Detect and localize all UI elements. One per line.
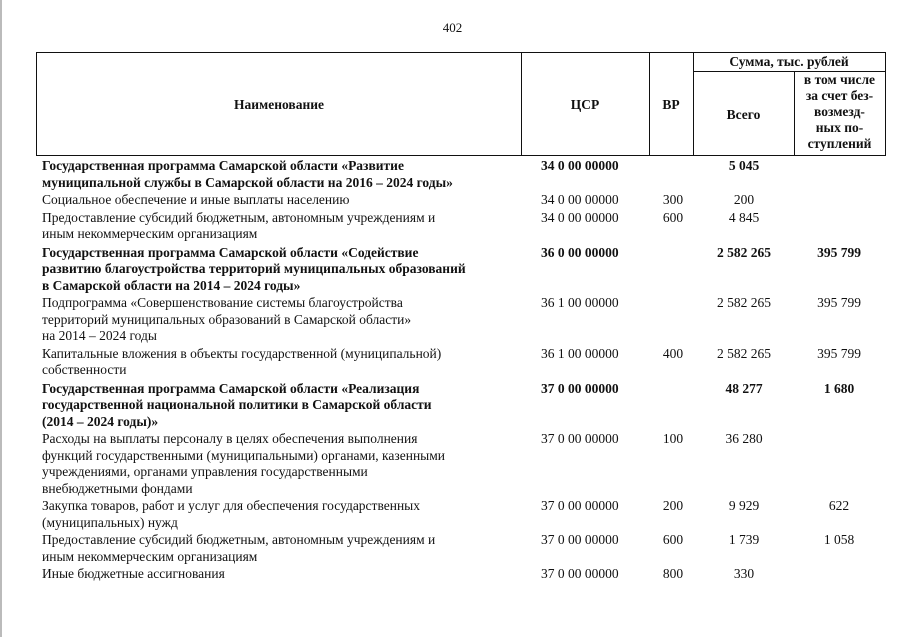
table-row <box>42 346 882 381</box>
row-name-line: Предоставление субсидий бюджетным, автономным учреждениям и <box>42 532 436 547</box>
row-vr: 600 <box>662 209 684 225</box>
row-free: 622 <box>828 498 850 513</box>
table-row <box>42 210 882 245</box>
row-name-line: (2014 – 2024 годы)» <box>42 413 159 429</box>
row-name-line: Подпрограмма «Совершенствование системы благоустройства <box>42 295 403 310</box>
scan-edge <box>0 0 2 637</box>
row-name-line: в Самарской области на 2014 – 2024 годы» <box>42 277 301 293</box>
row-vr: 800 <box>662 566 684 581</box>
row-csr: 36 1 00 00000 <box>541 295 619 310</box>
row-name-line: иным некоммерческим организациям <box>42 226 258 241</box>
row-name-line: учреждениями, органами управления государственными <box>42 464 368 479</box>
row-name-line: Государственная программа Самарской области «Содействие <box>42 244 419 260</box>
row-vr: 600 <box>662 532 684 547</box>
row-name <box>42 566 522 583</box>
row-free: 1 058 <box>823 532 855 547</box>
row-name-line: Социальное обеспечение и иные выплаты населению <box>42 192 350 207</box>
row-vr: 400 <box>662 345 684 361</box>
row-total: 200 <box>733 192 755 207</box>
row-free: 1 680 <box>823 380 855 396</box>
row-total: 2 582 265 <box>717 295 771 310</box>
table-row <box>42 532 882 566</box>
row-name-line: развитию благоустройства территорий муниципальных образований <box>42 261 466 276</box>
row-name-line: Иные бюджетные ассигнования <box>42 566 225 581</box>
row-vr: 200 <box>662 498 684 513</box>
row-name-line: территорий муниципальных образований в Самарской области» <box>42 311 412 327</box>
row-total: 1 739 <box>728 532 760 547</box>
row-name-line: Закупка товаров, работ и услуг для обеспечения государственных <box>42 498 421 513</box>
row-total: 9 929 <box>728 498 760 513</box>
row-name-line: Предоставление субсидий бюджетным, автономным учреждениям и <box>42 209 436 225</box>
header-name: Наименование <box>234 97 324 112</box>
row-free: 395 799 <box>817 244 861 260</box>
page-number: 402 <box>442 20 463 35</box>
table-header <box>36 52 886 156</box>
row-name <box>42 210 522 243</box>
header-free-line: в том числе <box>803 72 876 87</box>
row-name-line: на 2014 – 2024 годы <box>42 328 157 343</box>
row-vr: 300 <box>662 192 684 207</box>
header-free-line: ных по- <box>815 120 864 135</box>
table-body <box>42 158 882 584</box>
row-total: 2 582 265 <box>717 345 771 361</box>
row-name <box>42 295 522 345</box>
header-sum: Сумма, тыс. рублей <box>729 54 849 69</box>
table-row <box>42 498 882 532</box>
header-vr: ВР <box>662 97 680 112</box>
row-name-line: иным некоммерческим организациям <box>42 548 258 564</box>
row-total: 48 277 <box>725 380 763 396</box>
row-name-line: собственности <box>42 362 127 377</box>
row-csr: 37 0 00 00000 <box>541 498 619 513</box>
row-name <box>42 532 522 565</box>
header-csr: ЦСР <box>570 97 600 112</box>
header-free-line: возмезд- <box>814 104 865 119</box>
row-name <box>42 158 522 191</box>
row-vr: 100 <box>662 431 684 446</box>
header-total: Всего <box>726 107 761 122</box>
row-csr: 34 0 00 00000 <box>541 209 619 225</box>
table-row <box>42 192 882 210</box>
row-csr: 36 0 00 00000 <box>541 244 619 260</box>
row-csr: 37 0 00 00000 <box>541 532 619 547</box>
row-csr: 37 0 00 00000 <box>541 380 619 396</box>
row-name-line: муниципальной службы в Самарской области на 2016 – 2024 годы» <box>42 174 453 190</box>
row-name-line: Государственная программа Самарской области «Реализация <box>42 380 420 396</box>
row-csr: 34 0 00 00000 <box>541 158 619 173</box>
table-row <box>42 381 882 432</box>
row-name-line: функций государственными (муниципальными) органами, казенными <box>42 447 446 463</box>
row-name-line: государственной национальной политики в Самарской области <box>42 397 432 412</box>
header-free-line: за счет без- <box>805 88 874 103</box>
table-row <box>42 295 882 346</box>
row-free: 395 799 <box>817 345 861 361</box>
row-total: 5 045 <box>728 158 760 173</box>
header-free-line: ступлений <box>807 136 872 151</box>
header-free <box>794 72 885 152</box>
row-name <box>42 245 522 295</box>
row-name-line: (муниципальных) нужд <box>42 514 178 530</box>
table-row <box>42 431 882 498</box>
row-csr: 37 0 00 00000 <box>541 431 619 446</box>
row-csr: 36 1 00 00000 <box>541 345 619 361</box>
row-name-line: внебюджетными фондами <box>42 480 193 496</box>
row-name <box>42 192 522 209</box>
row-name <box>42 381 522 431</box>
row-name-line: Капитальные вложения в объекты государственной (муниципальной) <box>42 345 442 361</box>
table-row <box>42 158 882 192</box>
row-total: 4 845 <box>728 209 760 225</box>
row-total: 36 280 <box>725 431 763 446</box>
row-total: 330 <box>733 566 755 581</box>
row-free: 395 799 <box>817 295 861 310</box>
row-name-line: Расходы на выплаты персоналу в целях обеспечения выполнения <box>42 431 418 446</box>
row-csr: 37 0 00 00000 <box>541 566 619 581</box>
row-total: 2 582 265 <box>717 244 771 260</box>
row-name <box>42 431 522 497</box>
table-row <box>42 566 882 584</box>
row-csr: 34 0 00 00000 <box>541 192 619 207</box>
table-row <box>42 245 882 296</box>
row-name <box>42 346 522 379</box>
row-name-line: Государственная программа Самарской области «Развитие <box>42 158 404 173</box>
row-name <box>42 498 522 531</box>
